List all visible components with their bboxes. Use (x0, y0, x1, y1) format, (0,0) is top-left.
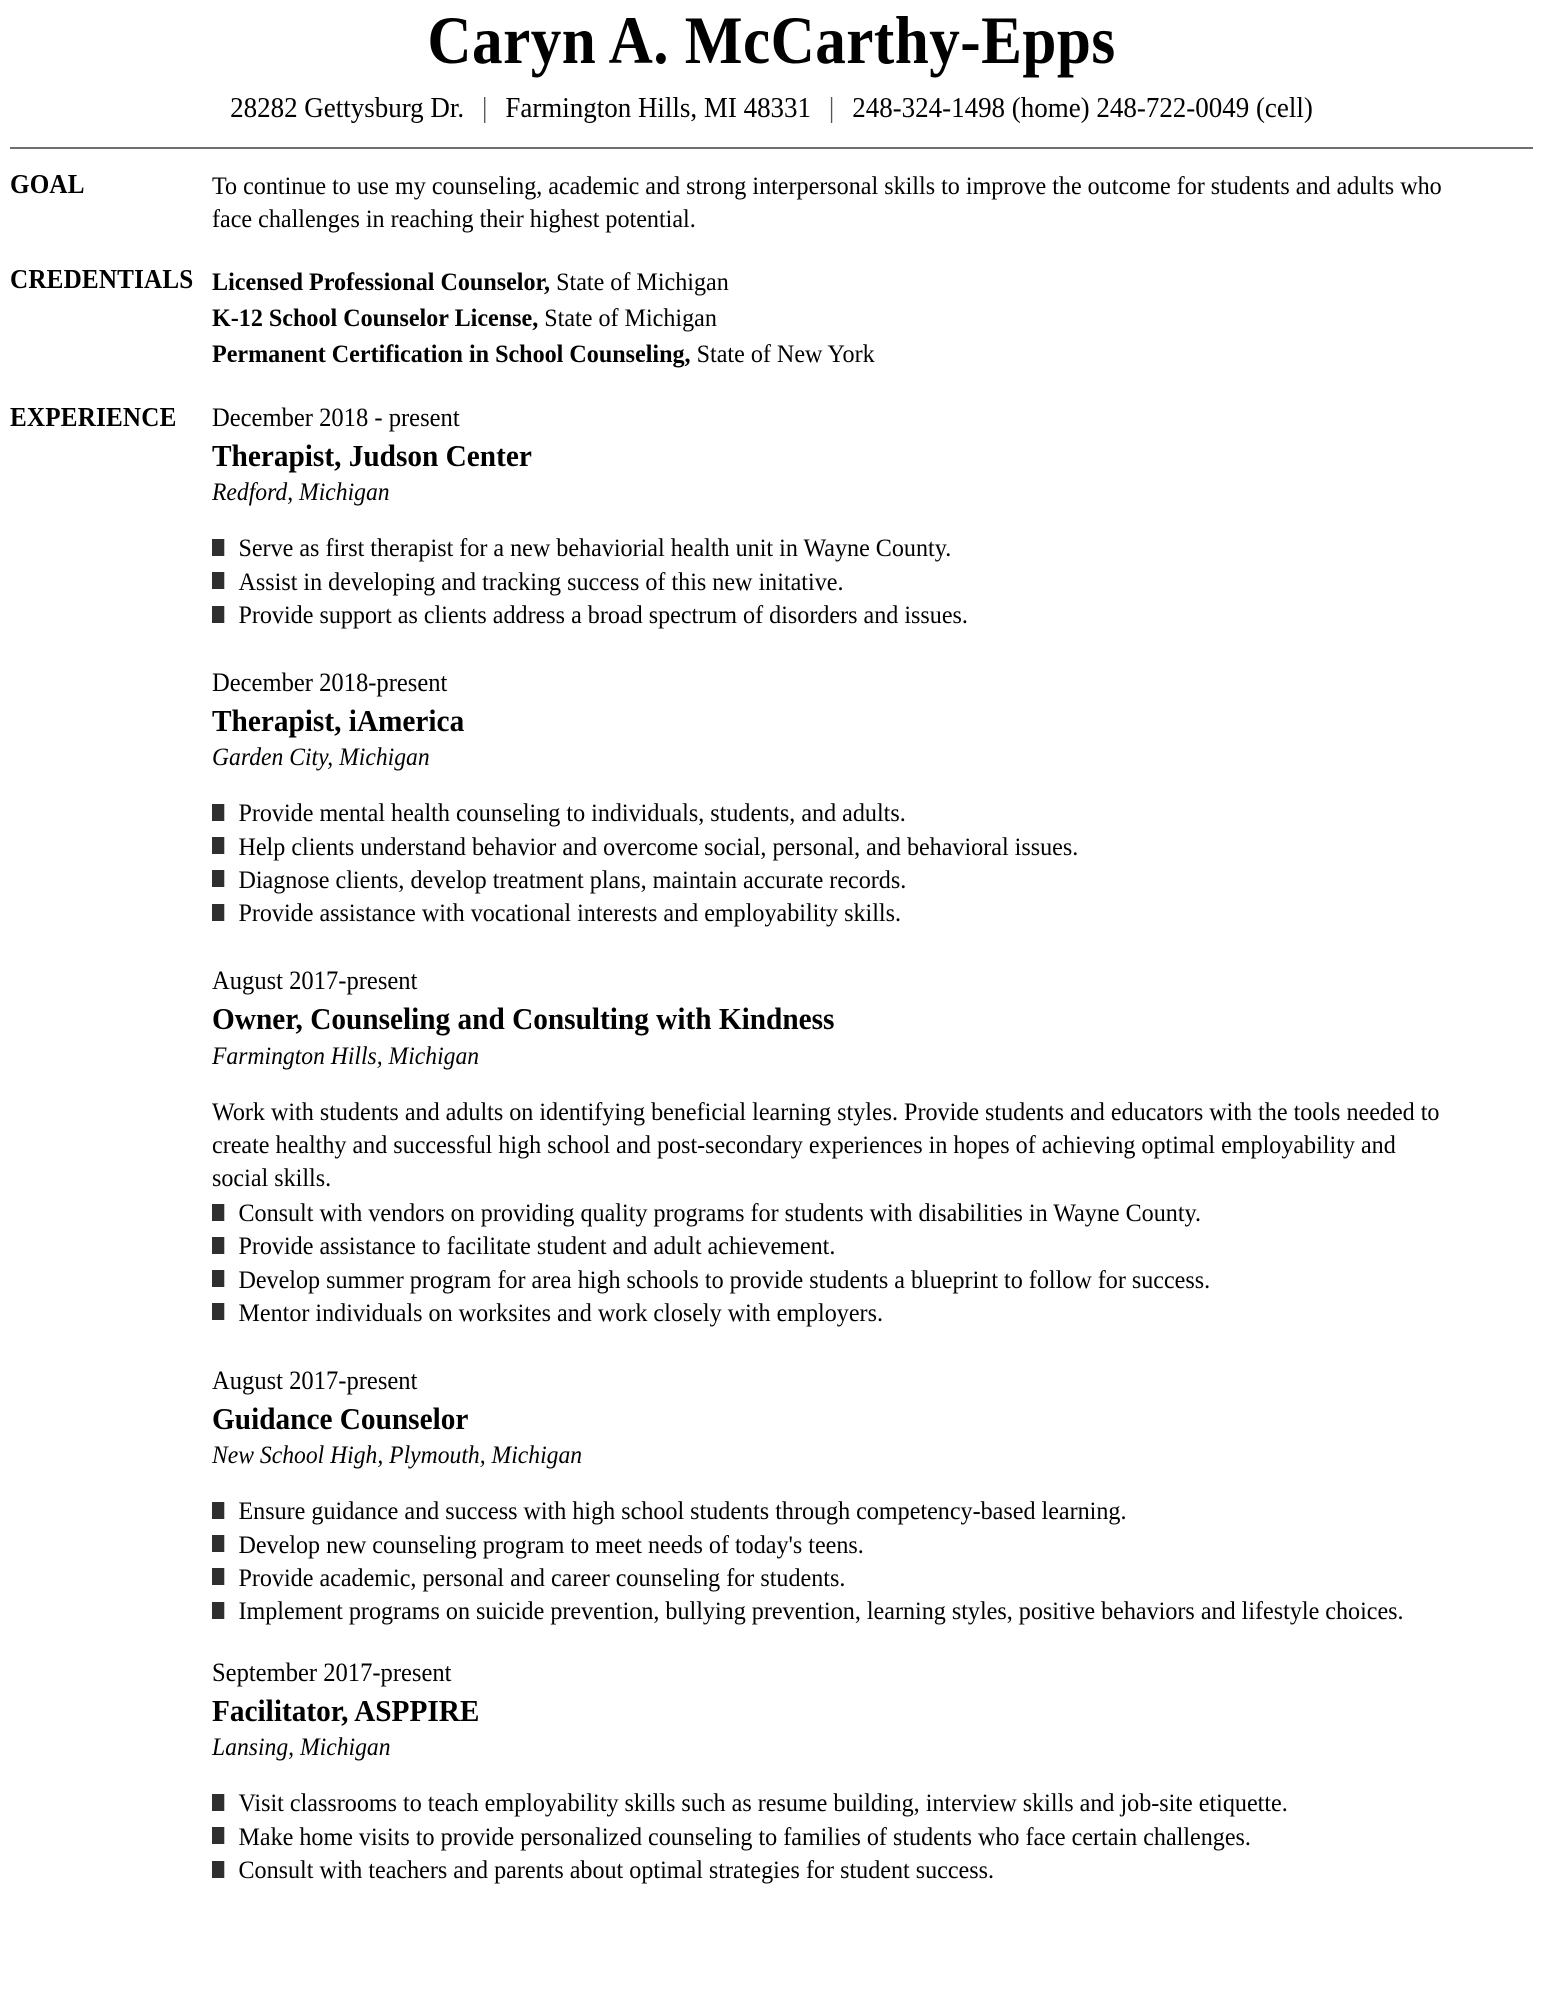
credential-title: Permanent Certification in School Counseling, (212, 338, 691, 368)
contact-phones: 248-324-1498 (home) 248-722-0049 (cell) (852, 92, 1313, 125)
section-label-experience: EXPERIENCE (10, 402, 177, 433)
list-item (212, 1561, 1445, 1594)
credential-item (212, 300, 1445, 336)
bullet-text: Provide mental health counseling to individuals, students, and adults. (238, 798, 906, 828)
experience-entry (212, 1657, 1517, 1886)
list-item (212, 1296, 1445, 1329)
bullet-text: Diagnose clients, develop treatment plans, maintain accurate records. (238, 864, 907, 894)
square-bullet-icon (212, 1270, 224, 1287)
bullet-text: Ensure guidance and success with high school students through competency-based learning. (238, 1496, 1127, 1526)
job-date: December 2018 - present (212, 403, 460, 433)
bullet-text: Implement programs on suicide prevention, bullying prevention, learning styles, positive behaviors and lifestyle choices. (238, 1596, 1404, 1626)
list-item (212, 1594, 1445, 1627)
experience-entry (212, 667, 1517, 929)
experience-entry (212, 402, 1517, 631)
bullet-text: Consult with vendors on providing quality programs for students with disabilities in Wayne County. (238, 1197, 1202, 1227)
list-item (212, 796, 1445, 829)
credential-item (212, 336, 1445, 372)
job-location: Lansing, Michigan (212, 1734, 391, 1762)
square-bullet-icon (212, 572, 224, 589)
list-item (212, 598, 1445, 631)
square-bullet-icon (212, 1502, 224, 1519)
job-date: December 2018-present (212, 668, 448, 698)
job-description: Work with students and adults on identifying beneficial learning styles. Provide students and educators with the tools needed to create healthy and successful high school and post-secondary experiences in hopes of achieving optimal employability and social skills. (212, 1096, 1440, 1192)
section-label-credentials: CREDENTIALS (10, 263, 194, 294)
job-title: Guidance Counselor (212, 1400, 469, 1436)
bullet-text: Provide assistance to facilitate student and adult achievement. (238, 1231, 836, 1261)
section-experience (10, 402, 1543, 1892)
experience-content (212, 402, 1527, 1892)
job-bullet-list (212, 1494, 1445, 1627)
list-item (212, 1229, 1445, 1262)
spacer (212, 1335, 1517, 1365)
bullet-text: Assist in developing and tracking success of this new initative. (238, 566, 844, 596)
list-item (212, 896, 1445, 929)
credential-detail: State of Michigan (544, 302, 717, 332)
contact-separator-2: | (828, 92, 835, 125)
square-bullet-icon (212, 1204, 224, 1221)
credential-item (212, 264, 1445, 300)
job-bullet-list (212, 531, 1445, 631)
credential-detail: State of Michigan (556, 266, 729, 296)
spacer (212, 637, 1517, 667)
list-item (212, 1263, 1445, 1296)
bullet-text: Help clients understand behavior and overcome social, personal, and behavioral issues. (238, 831, 1079, 861)
job-bullet-list (212, 1196, 1445, 1329)
list-item (212, 1196, 1445, 1229)
job-title: Therapist, Judson Center (212, 437, 532, 473)
bullet-text: Visit classrooms to teach employability skills such as resume building, interview skills and job-site etiquette. (238, 1788, 1288, 1818)
credential-title: K-12 School Counselor License, (212, 302, 539, 332)
bullet-text: Provide academic, personal and career counseling for students. (238, 1562, 846, 1592)
square-bullet-icon (212, 1303, 224, 1320)
list-item (212, 1820, 1445, 1853)
bullet-text: Consult with teachers and parents about optimal strategies for student success. (238, 1855, 995, 1885)
spacer (212, 1633, 1517, 1657)
page-title: Caryn A. McCarthy-Epps (427, 2, 1116, 78)
contact-separator-1: | (482, 92, 488, 125)
job-bullet-list (212, 796, 1445, 929)
list-item (212, 531, 1445, 564)
credential-title: Licensed Professional Counselor, (212, 266, 551, 296)
job-title: Therapist, iAmerica (212, 702, 465, 738)
section-goal (10, 169, 1543, 235)
bullet-text: Make home visits to provide personalized counseling to families of students who face certain challenges. (238, 1821, 1251, 1851)
list-item (212, 1494, 1445, 1527)
job-date: August 2017-present (212, 966, 418, 996)
credentials-content (212, 264, 1527, 373)
square-bullet-icon (212, 837, 224, 854)
section-credentials (10, 264, 1543, 373)
square-bullet-icon (212, 1794, 224, 1811)
square-bullet-icon (212, 904, 224, 921)
job-location: Farmington Hills, Michigan (212, 1042, 480, 1070)
square-bullet-icon (212, 606, 224, 623)
contact-city-state-zip: Farmington Hills, MI 48331 (505, 92, 812, 125)
contact-address: 28282 Gettysburg Dr. (230, 92, 465, 125)
bullet-text: Provide assistance with vocational interests and employability skills. (238, 898, 902, 928)
square-bullet-icon (212, 1861, 224, 1878)
square-bullet-icon (212, 870, 224, 887)
resume-body (0, 169, 1543, 1892)
list-item (212, 1528, 1445, 1561)
list-item (212, 863, 1445, 896)
spacer (212, 935, 1517, 965)
bullet-text: Provide support as clients address a broad spectrum of disorders and issues. (238, 599, 968, 629)
list-item (212, 565, 1445, 598)
experience-entry (212, 965, 1517, 1329)
square-bullet-icon (212, 1602, 224, 1619)
job-date: August 2017-present (212, 1366, 418, 1396)
goal-text: To continue to use my counseling, academic and strong interpersonal skills to improve the outcome for students and adults who face challenges in reaching their highest potential. (212, 171, 1442, 234)
bullet-text: Serve as first therapist for a new behaviorial health unit in Wayne County. (238, 533, 952, 563)
square-bullet-icon (212, 539, 224, 556)
job-location: Garden City, Michigan (212, 744, 430, 772)
list-item (212, 1786, 1445, 1819)
bullet-text: Mentor individuals on worksites and work closely with employers. (238, 1297, 883, 1327)
section-label-goal: GOAL (10, 169, 85, 200)
contact-line (54, 93, 1489, 125)
job-title: Facilitator, ASPPIRE (212, 1693, 480, 1729)
header-divider (10, 147, 1533, 149)
square-bullet-icon (212, 1535, 224, 1552)
job-date: September 2017-present (212, 1658, 452, 1688)
square-bullet-icon (212, 1827, 224, 1844)
list-item (212, 1853, 1445, 1886)
job-bullet-list (212, 1786, 1445, 1886)
credential-detail: State of New York (696, 338, 875, 368)
spacer (10, 236, 1543, 264)
job-title: Owner, Counseling and Consulting with Kindness (212, 1001, 835, 1037)
square-bullet-icon (212, 1237, 224, 1254)
goal-content (212, 169, 1527, 235)
experience-entry (212, 1365, 1517, 1627)
job-location: Redford, Michigan (212, 479, 390, 507)
list-item (212, 830, 1445, 863)
job-location: New School High, Plymouth, Michigan (212, 1442, 583, 1470)
bullet-text: Develop summer program for area high schools to provide students a blueprint to follow for success. (238, 1264, 1211, 1294)
square-bullet-icon (212, 1568, 224, 1585)
bullet-text: Develop new counseling program to meet needs of today's teens. (238, 1529, 864, 1559)
square-bullet-icon (212, 804, 224, 821)
spacer (10, 372, 1543, 402)
